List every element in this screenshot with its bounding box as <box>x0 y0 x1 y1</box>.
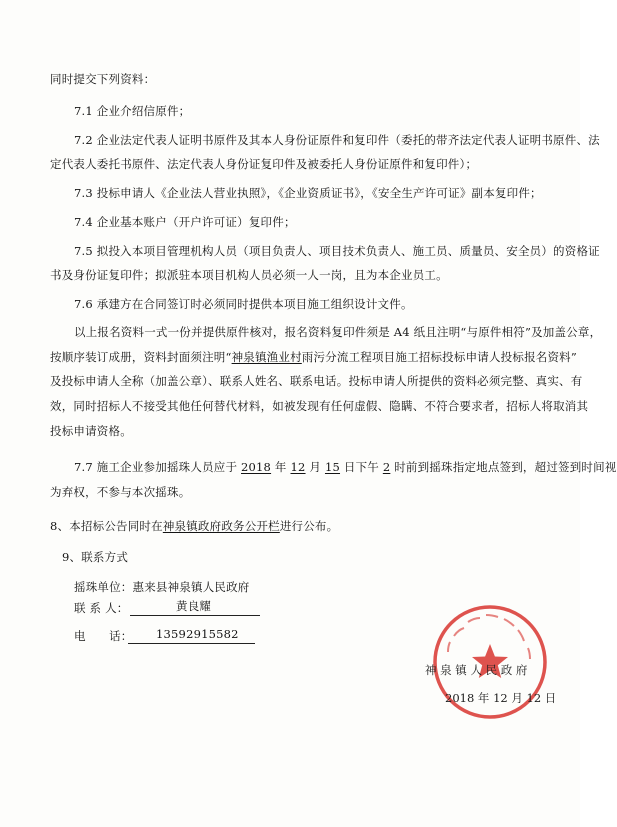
signin-day: 15 <box>324 460 341 474</box>
contact-value: 黄良耀 <box>176 599 212 613</box>
item-7-7-suffix: 时前到摇珠指定地点签到，超过签到时间视 <box>390 460 617 474</box>
contact-underline <box>130 615 260 616</box>
para-line2-after: 雨污分流工程项目施工招标投标申请人投标报名资料” <box>301 350 577 364</box>
para-line4: 效，同时招标人不接受其他任何替代材料，如被发现有任何虚假、隐瞒、不符合要求者，招标人将取消其 <box>50 399 589 413</box>
item-7-4: 7.4 企业基本账户（开户许可证）复印件； <box>74 215 296 229</box>
para-line2-before: 按顺序装订成册，资料封面须注明“ <box>50 350 232 364</box>
intro-line: 同时提交下列资料： <box>50 72 156 86</box>
phone-label: 电 话： <box>74 629 133 643</box>
item-7-6: 7.6 承建方在合同签订时必须同时提供本项目施工组织设计文件。 <box>74 297 413 311</box>
item-7-7-prefix: 7.7 施工企业参加摇珠人员应于 <box>74 460 241 474</box>
item-9: 9、联系方式 <box>62 550 129 564</box>
signature-org: 神 泉 镇 人 民 政 府 <box>425 663 528 677</box>
para-line1: 以上报名资料一式一份并提供原件核对，报名资料复印件须是 A4 纸且注明“与原件相符”及加盖公章， <box>74 325 602 339</box>
item-7-3: 7.3 投标申请人《企业法人营业执照》，《企业资质证书》，《安全生产许可证》副本复印件； <box>74 186 542 200</box>
project-name-underlined: 神泉镇渔业村 <box>231 350 302 364</box>
para-line5: 投标申请资格。 <box>50 424 132 438</box>
signin-year: 2018 <box>241 460 272 474</box>
item-7-5-line2: 书及身份证复印件；拟派驻本项目机构人员必须一人一岗，且为本企业员工。 <box>50 268 448 282</box>
item-7-7-line1 <box>74 460 617 474</box>
para-line3: 及投标申请人全称（加盖公章）、联系人姓名、联系电话。投标申请人所提供的资料必须完整、真实、有 <box>50 374 583 388</box>
year-unit: 年 <box>271 460 291 474</box>
phone-value: 13592915582 <box>156 627 239 641</box>
signature-date: 2018 年 12 月 12 日 <box>445 691 557 705</box>
item-7-2-line2: 定代表人委托书原件、法定代表人身份证复印件及被委托人身份证原件和复印件）； <box>50 157 478 171</box>
phone-underline <box>128 643 255 644</box>
signin-hour: 2 <box>382 460 391 474</box>
item-7-5-line1: 7.5 拟投入本项目管理机构人员（项目负责人、项目技术负责人、施工员、质量员、安全员）的资格证 <box>74 244 600 258</box>
item-7-1: 7.1 企业介绍信原件； <box>74 104 191 118</box>
item-8 <box>50 519 338 533</box>
item-7-7-line2: 为弃权，不参与本次摇珠。 <box>50 485 191 499</box>
para-line2 <box>50 350 577 364</box>
item-8-prefix: 8、本招标公告同时在 <box>50 519 163 533</box>
organizer-line: 摇珠单位：惠来县神泉镇人民政府 <box>74 580 250 594</box>
day-unit: 日下午 <box>340 460 383 474</box>
signin-month: 12 <box>290 460 306 474</box>
item-7-2-line1: 7.2 企业法定代表人证明书原件及其本人身份证原件和复印件（委托的带齐法定代表人证明书原件、法 <box>74 133 600 147</box>
month-unit: 月 <box>305 460 325 474</box>
notice-board-underlined: 神泉镇政府政务公开栏 <box>162 519 280 533</box>
contact-label: 联 系 人： <box>74 601 129 615</box>
item-8-suffix: 进行公布。 <box>279 519 339 533</box>
